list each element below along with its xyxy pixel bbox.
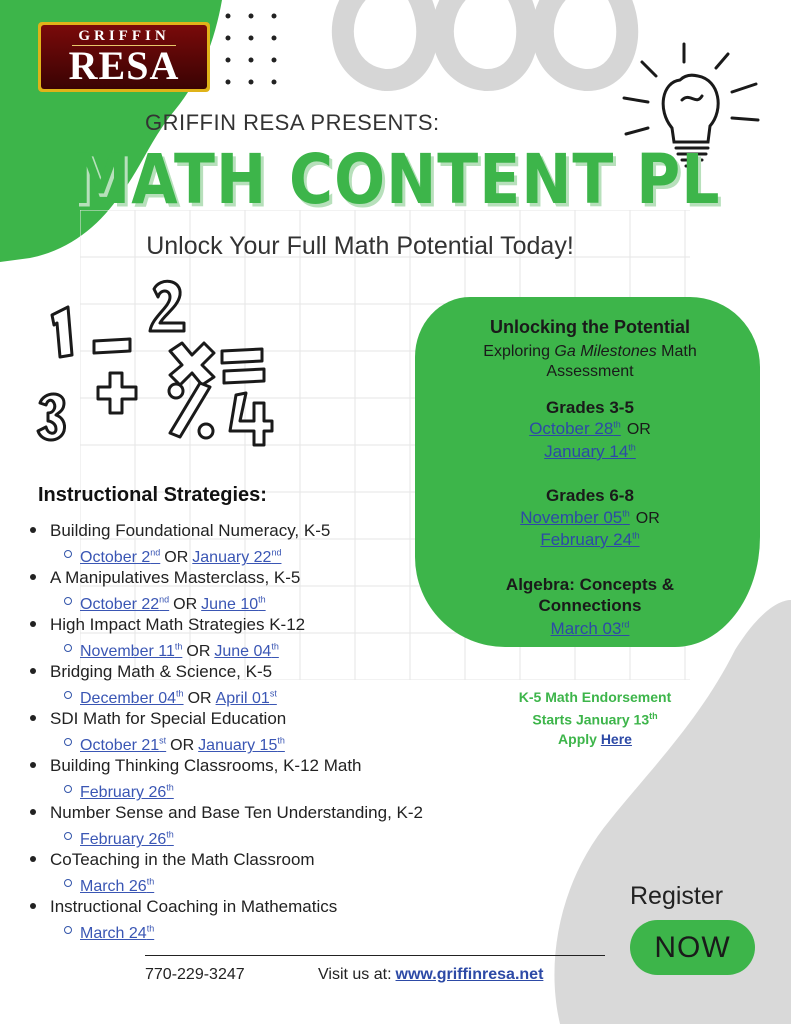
or-text: OR [186,643,211,661]
endorsement-callout [480,688,710,749]
date-link[interactable]: October 2nd [80,548,161,567]
logo-top-text: GRIFFIN [72,29,175,46]
date-link[interactable]: March 24th [80,924,155,943]
algebra-label-line2: Connections [538,596,642,615]
date-link[interactable]: November 05th [520,508,630,527]
website-link[interactable]: www.griffinresa.net [395,966,544,983]
sub-bullet-icon [64,644,72,652]
date-link[interactable]: June 10th [201,595,266,614]
page-title: MATH CONTENT PL [70,139,721,221]
endorsement-start: Starts January 13th [532,711,658,728]
bullet-icon [30,903,36,909]
date-link[interactable]: January 15th [198,736,285,755]
date-link[interactable]: January 14th [544,442,636,461]
register-now-button[interactable]: NOW [630,920,755,975]
percent-dot-bottom-icon [199,424,213,438]
date-link[interactable]: November 11th [80,642,183,661]
phone-number: 770-229-3247 [145,966,245,983]
date-link[interactable]: June 04th [214,642,279,661]
equals-top-icon [222,349,262,363]
list-item [28,754,508,801]
strategies-heading: Instructional Strategies: [38,484,267,506]
list-item [28,707,508,754]
assessment-panel [415,297,760,647]
or-text: OR [635,510,660,527]
bullet-icon [30,856,36,862]
sub-bullet-icon [64,738,72,746]
equals-bottom-icon [224,369,264,383]
digit-3-icon [38,394,65,440]
algebra-date-row [415,619,765,639]
or-text: OR [187,690,212,708]
grades-3-5-date-row-2 [415,442,765,462]
date-link[interactable]: February 26th [80,830,174,849]
plus-icon [98,373,136,413]
strategy-title: SDI Math for Special Education [50,709,287,728]
strategy-title: A Manipulatives Masterclass, K-5 [50,568,301,587]
bullet-icon [30,715,36,721]
date-link[interactable]: March 03rd [550,619,630,638]
or-text: OR [164,549,189,567]
strategy-dates [50,918,508,945]
times-icon [170,343,214,385]
footer-divider [145,955,605,956]
list-item [28,801,508,848]
griffin-resa-logo [38,22,210,92]
sub-bullet-icon [64,597,72,605]
presents-text: GRIFFIN RESA PRESENTS: [145,110,440,135]
bullet-icon [30,574,36,580]
apply-here-link[interactable]: Here [600,730,632,747]
digit-4-icon [230,393,272,445]
date-link[interactable]: March 26th [80,877,155,896]
logo-main-text: RESA [68,42,180,88]
strategy-title: Building Thinking Classrooms, K-12 Math [50,756,362,775]
grades-6-8-date-row [415,508,765,528]
sub-bullet-icon [64,785,72,793]
or-text: OR [173,596,198,614]
panel-title: Unlocking the Potential [489,317,690,337]
grades-3-5-date-row [415,419,765,439]
grades-3-5-label: Grades 3-5 [546,398,634,417]
strategy-title: Instructional Coaching in Mathematics [50,897,338,916]
panel-subtitle-line2: Assessment [546,363,634,380]
sub-bullet-icon [64,879,72,887]
date-link[interactable]: January 22nd [192,548,282,567]
list-item [28,660,508,707]
endorsement-title: K-5 Math Endorsement [518,689,672,705]
algebra-label: Algebra: Concepts & [505,575,675,594]
strategy-title: CoTeaching in the Math Classroom [50,850,315,869]
list-item [28,895,508,942]
dot-grid [226,14,277,85]
bullet-icon [30,762,36,768]
or-text: OR [170,737,195,755]
panel-subtitle: Exploring Ga Milestones Math [483,343,697,360]
strategy-title: Building Foundational Numeracy, K-5 [50,521,331,540]
date-link[interactable]: April 01st [215,689,277,708]
date-link[interactable]: October 22nd [80,595,170,614]
date-link[interactable]: February 26th [80,783,174,802]
date-link[interactable]: October 21st [80,736,167,755]
grades-6-8-date-row-2 [415,530,765,550]
sub-bullet-icon [64,691,72,699]
bullet-icon [30,809,36,815]
sub-bullet-icon [64,926,72,934]
date-link[interactable]: February 24th [540,530,640,549]
digit-1-icon [52,307,72,357]
minus-icon [94,339,130,353]
sub-bullet-icon [64,550,72,558]
sub-bullet-icon [64,832,72,840]
strategy-title: Bridging Math & Science, K-5 [50,662,273,681]
strategy-title: Number Sense and Base Ten Understanding, K-2 [50,803,423,822]
gray-rings [343,0,627,80]
digit-2-icon [150,281,184,331]
or-text: OR [626,421,651,438]
math-symbols-illustration [30,275,280,455]
bullet-icon [30,621,36,627]
endorsement-apply: Apply Here [558,730,632,747]
percent-dot-top-icon [169,384,183,398]
grades-6-8-label: Grades 6-8 [546,486,634,505]
strategy-title: High Impact Math Strategies K-12 [50,615,306,634]
visit-line: Visit us at: www.griffinresa.net [318,966,544,983]
date-link[interactable]: October 28th [529,419,621,438]
list-item [28,848,508,895]
register-label: Register [630,882,724,910]
date-link[interactable]: December 04th [80,689,184,708]
subtitle: Unlock Your Full Math Potential Today! [146,232,574,260]
bullet-icon [30,527,36,533]
bullet-icon [30,668,36,674]
